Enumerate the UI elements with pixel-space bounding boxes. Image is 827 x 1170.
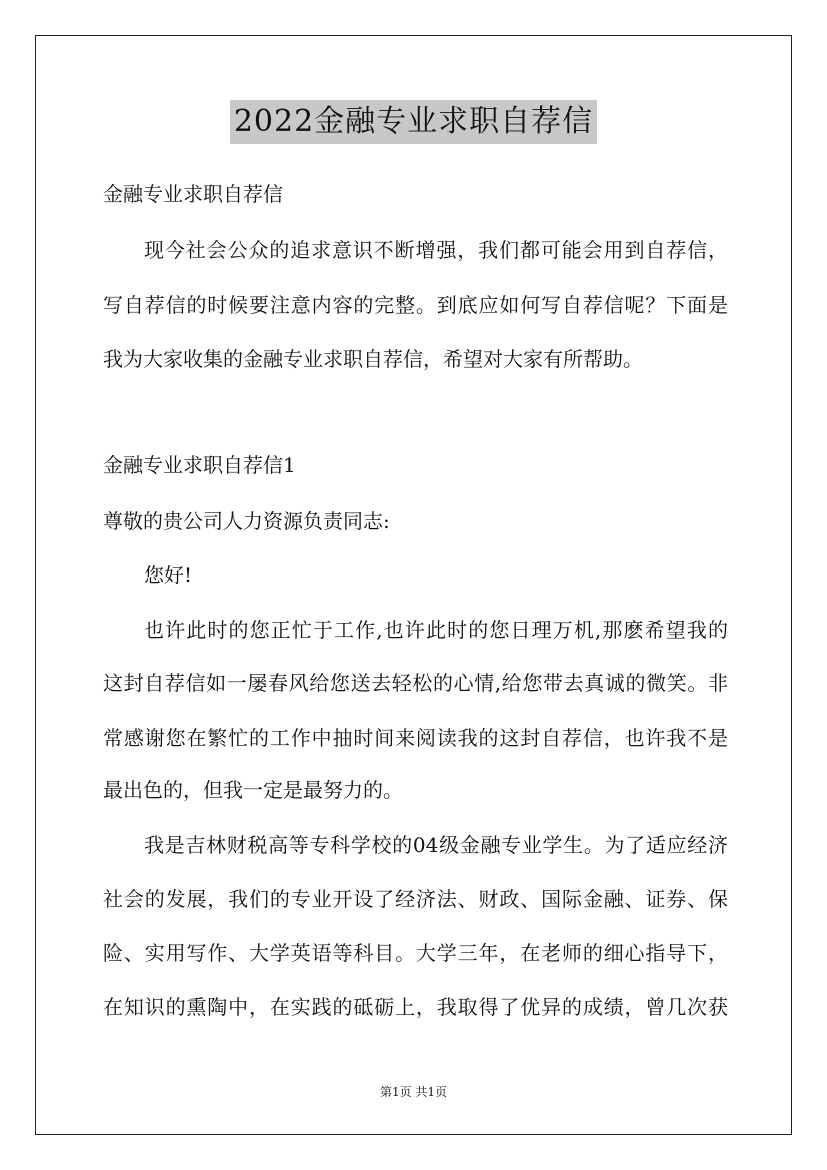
paragraph-line: 险、实用写作、大学英语等科目。大学三年，在老师的细心指导下， [103,941,728,965]
greeting: 您好! [144,563,193,587]
paragraph-line: 常感谢您在繁忙的工作中抽时间来阅读我的这封自荐信，也许我不是 [103,726,728,750]
letter-heading: 金融专业求职自荐信1 [103,453,296,477]
paragraph-line: 写自荐信的时候要注意内容的完整。到底应如何写自荐信呢？下面是 [103,293,728,317]
paragraph-line: 现今社会公众的追求意识不断增强，我们都可能会用到自荐信， [144,238,728,262]
title-container [0,100,827,144]
paragraph-line: 社会的发展，我们的专业开设了经济法、财政、国际金融、证券、保 [103,887,728,911]
page-footer: 第1页 共1页 [379,1085,448,1099]
paragraph-line: 最出色的，但我一定是最努力的。 [103,778,403,802]
paragraph-line: 在知识的熏陶中，在实践的砥砺上，我取得了优异的成绩，曾几次获 [103,995,728,1019]
paragraph-line: 也许此时的您正忙于工作,也许此时的您日理万机,那麽希望我的 [144,618,728,642]
paragraph-line: 这封自荐信如一屡春风给您送去轻松的心情,给您带去真诚的微笑。非 [103,671,728,695]
document-title: 2022金融专业求职自荐信 [230,100,597,144]
salutation: 尊敬的贵公司人力资源负责同志: [103,509,390,533]
paragraph-line: 我为大家收集的金融专业求职自荐信，希望对大家有所帮助。 [103,347,643,371]
section-heading: 金融专业求职自荐信 [103,182,283,206]
paragraph-line: 我是吉林财税高等专科学校的04级金融专业学生。为了适应经济 [144,833,728,857]
